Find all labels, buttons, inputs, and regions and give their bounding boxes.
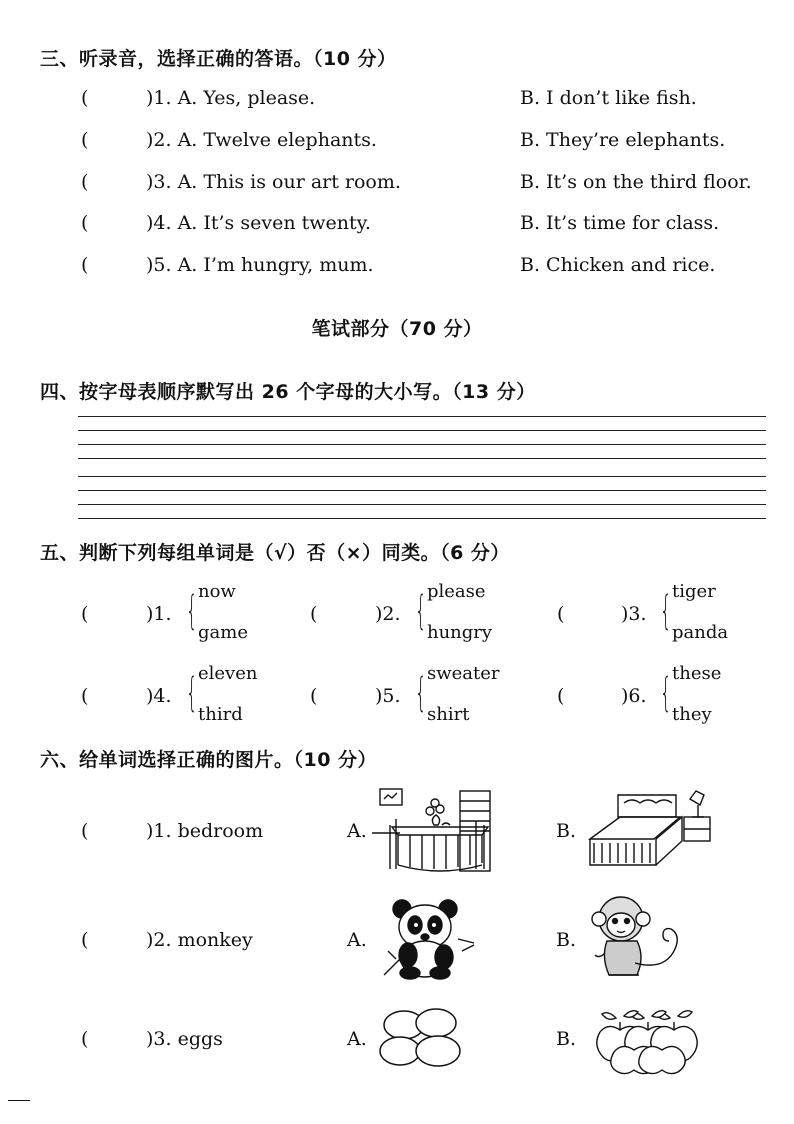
item-number: )4. [146,685,172,707]
answer-blank-open[interactable]: ( [310,685,318,707]
written-part-title: 笔试部分（70 分） [311,318,483,340]
writing-line [78,490,766,491]
brace-icon: { [415,588,427,634]
panda-picture[interactable] [378,895,478,980]
page-edge-mark [8,1100,30,1101]
word-top: eleven [198,663,258,684]
brace-icon: { [660,588,672,634]
word-bottom: third [198,704,243,725]
brace-icon: { [186,670,198,716]
answer-blank-open[interactable]: ( [557,685,565,707]
answer-blank-open[interactable]: ( [557,603,565,625]
answer-blank-open[interactable]: ( [81,129,89,151]
section-5-title: 五、判断下列每组单词是（√）否（×）同类。（6 分） [40,542,510,564]
question-word: )1. bedroom [146,820,264,842]
item-number: )2. [375,603,401,625]
question-option-b: B. It’s time for class. [520,212,720,234]
word-bottom: shirt [427,704,470,725]
writing-line [78,416,766,417]
writing-line [78,518,766,519]
question-option-a: )4. A. It’s seven twenty. [146,212,371,234]
section-6-title: 六、给单词选择正确的图片。（10 分） [40,749,378,771]
question-option-a: )3. A. This is our art room. [146,171,401,193]
question-option-a: )5. A. I’m hungry, mum. [146,254,374,276]
answer-blank-open[interactable]: ( [81,171,89,193]
writing-line [78,458,766,459]
word-bottom: panda [672,622,729,643]
brace-icon: { [186,588,198,634]
answer-blank-open[interactable]: ( [81,87,89,109]
option-b-label[interactable]: B. [556,929,577,951]
writing-line [78,444,766,445]
answer-blank-open[interactable]: ( [81,212,89,234]
monkey-picture[interactable] [585,893,695,983]
option-a-label[interactable]: A. [347,1028,367,1050]
answer-blank-open[interactable]: ( [81,685,89,707]
item-number: )5. [375,685,401,707]
answer-blank-open[interactable]: ( [81,1028,89,1050]
answer-blank-open[interactable]: ( [310,603,318,625]
option-a-label[interactable]: A. [347,820,367,842]
item-number: )3. [621,603,647,625]
question-option-b: B. I don’t like fish. [520,87,697,109]
word-top: now [198,581,236,602]
question-word: )3. eggs [146,1028,223,1050]
writing-line [78,476,766,477]
dining-room-picture[interactable] [370,785,500,875]
question-word: )2. monkey [146,929,253,951]
word-top: these [672,663,722,684]
bedroom-picture[interactable] [580,787,720,875]
item-number: )6. [621,685,647,707]
answer-blank-open[interactable]: ( [81,254,89,276]
question-option-a: )2. A. Twelve elephants. [146,129,377,151]
section-4-title: 四、按字母表顺序默写出 26 个字母的大小写。（13 分） [40,381,536,403]
word-bottom: hungry [427,622,493,643]
apples-picture[interactable] [590,1000,700,1075]
item-number: )1. [146,603,172,625]
word-top: please [427,581,486,602]
word-bottom: game [198,622,248,643]
brace-icon: { [660,670,672,716]
question-option-a: )1. A. Yes, please. [146,87,316,109]
question-option-b: B. Chicken and rice. [520,254,716,276]
question-option-b: B. It’s on the third floor. [520,171,752,193]
word-top: sweater [427,663,500,684]
answer-blank-open[interactable]: ( [81,603,89,625]
question-option-b: B. They’re elephants. [520,129,726,151]
answer-blank-open[interactable]: ( [81,820,89,842]
answer-blank-open[interactable]: ( [81,929,89,951]
option-b-label[interactable]: B. [556,820,577,842]
brace-icon: { [415,670,427,716]
option-a-label[interactable]: A. [347,929,367,951]
option-b-label[interactable]: B. [556,1028,577,1050]
section-3-title: 三、听录音，选择正确的答语。（10 分） [40,48,397,70]
word-bottom: they [672,704,712,725]
word-top: tiger [672,581,716,602]
writing-line [78,430,766,431]
writing-line [78,504,766,505]
eggs-picture[interactable] [378,1003,468,1073]
